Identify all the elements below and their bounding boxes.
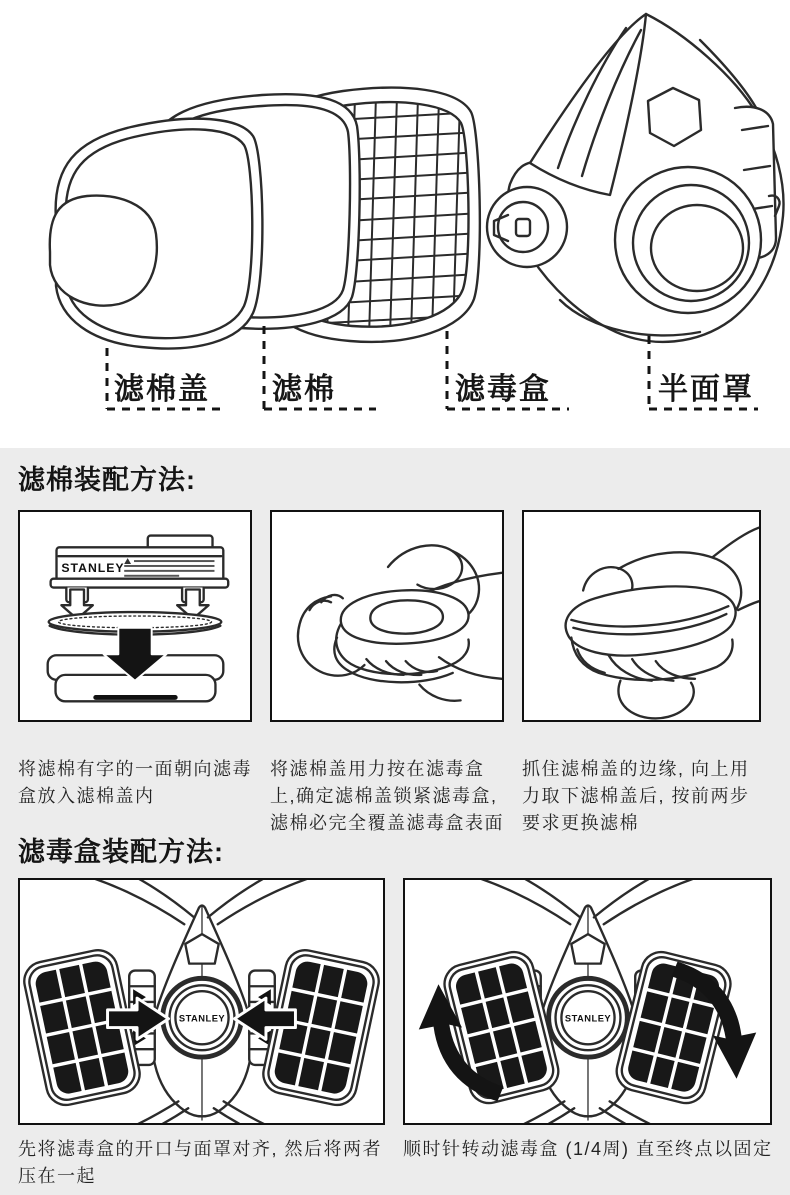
hands-pressing-illustration: [298, 545, 502, 700]
rotate-cartridges-illustration: [405, 880, 770, 1123]
remove-cover-illustration: [524, 512, 759, 720]
step-box-insert-cotton: [18, 510, 252, 722]
step-caption-insert-cotton: 将滤棉有字的一面朝向滤毒 盒放入滤棉盖内: [18, 759, 252, 806]
filter-cover-illustration: [50, 119, 263, 349]
exploded-view-diagram: [0, 0, 790, 448]
step-caption-press-cover: 将滤棉盖用力按在滤毒盒 上,确定滤棉盖锁紧滤毒盒, 滤棉必完全覆盖滤毒盒表面: [270, 759, 504, 833]
hand-gripping-illustration: [566, 528, 759, 719]
insert-cotton-illustration: [20, 512, 250, 720]
brand-logo-text: STANLEY: [564, 1013, 612, 1024]
filter-cotton-section-title: 滤棉装配方法:: [18, 465, 196, 495]
brand-logo-text: STANLEY: [61, 560, 125, 575]
align-cartridges-illustration: [20, 880, 383, 1123]
step-box-remove-cover: [522, 510, 761, 722]
step-caption-align-cartridges: 先将滤毒盒的开口与面罩对齐, 然后将两者 压在一起: [18, 1139, 382, 1186]
cartridge-left: [440, 948, 562, 1107]
step-caption-remove-cover: 抓住滤棉盖的边缘, 向上用 力取下滤棉盖后, 按前两步 要求更换滤棉: [522, 759, 750, 833]
step-box-rotate-cartridges: [403, 878, 772, 1125]
half-mask-illustration: [487, 14, 784, 342]
step-caption-rotate-cartridges: 顺时针转动滤毒盒 (1/4周) 直至终点以固定: [403, 1139, 773, 1159]
part-label-filter-cotton: 滤棉: [272, 373, 336, 406]
press-cover-illustration: [272, 512, 502, 720]
part-label-filter-cover: 滤棉盖: [114, 373, 210, 406]
assembly-instructions-section: [0, 448, 790, 1195]
step-box-press-cover: [270, 510, 504, 722]
step-box-align-cartridges: [18, 878, 385, 1125]
cartridge-section-title: 滤毒盒装配方法:: [18, 837, 224, 867]
part-label-cartridge: 滤毒盒: [455, 373, 551, 406]
brand-logo-text: STANLEY: [178, 1013, 226, 1024]
part-label-half-mask: 半面罩: [658, 373, 754, 406]
